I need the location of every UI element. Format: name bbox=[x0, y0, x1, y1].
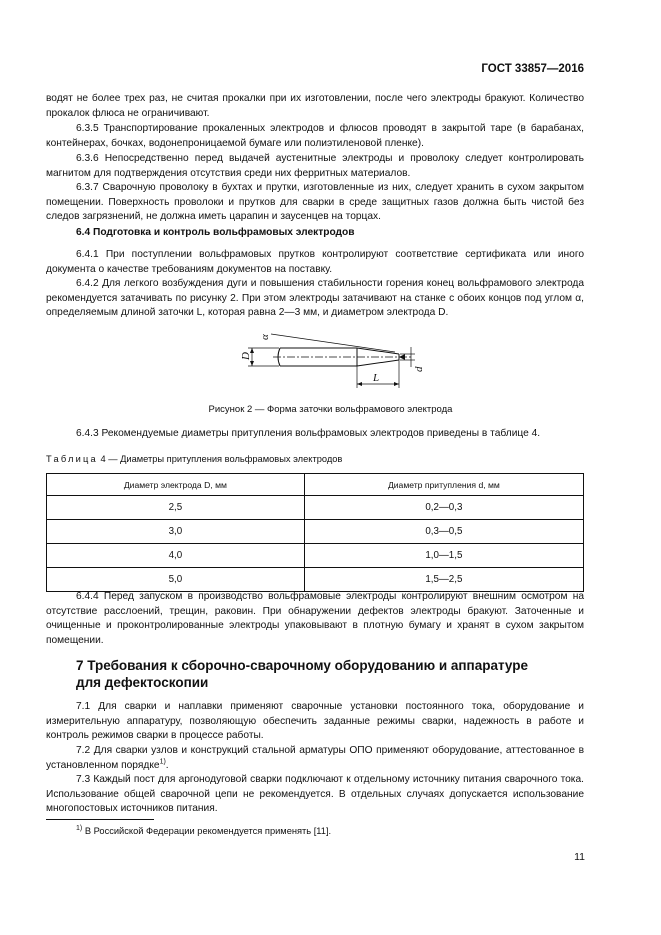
paragraph-7-3: 7.3 Каждый пост для аргонодуговой сварки подключают к отдельному источнику питания сварочного тока. Использование общей сварочной цепи не рекомендуется. В отдельных случаях допускается использование многопостовых источников питания. bbox=[46, 774, 584, 815]
paragraph-6-3-5: 6.3.5 Транспортирование прокаленных электродов и флюсов проводят в закрытой таре (в барабанах, контейнерах, бочках, водонепроницаемой бумаге или полиэтиленовой пленке). bbox=[46, 123, 584, 149]
table-row bbox=[47, 520, 584, 544]
footnote-reference[interactable]: 1) bbox=[159, 758, 166, 766]
paragraph-6-4-3: 6.4.3 Рекомендуемые диаметры притупления вольфрамовых электродов приведены в таблице 4. bbox=[76, 428, 541, 439]
page-number: 11 bbox=[574, 851, 585, 863]
cell-electrode-diameter: 2,5 bbox=[47, 496, 305, 520]
tip-marker bbox=[399, 354, 405, 360]
paragraph-7-1: 7.1 Для сварки и наплавки применяют сварочные установки постоянного тока, оборудование и измерительную аппаратуру, позволяющую обеспечить заданные режимы сварки, надежность в работе и контроль режимов сварки в процессе работы. bbox=[46, 701, 584, 742]
electrode-sharpening-figure bbox=[235, 325, 425, 395]
paragraph-7-2-end: . bbox=[165, 759, 169, 771]
paragraph-7-2-text: 7.2 Для сварки узлов и конструкций стальной арматуры ОПО применяют оборудование, аттестованное в установленном порядке bbox=[46, 745, 584, 771]
table-caption bbox=[46, 454, 342, 464]
cone-bottom-edge bbox=[357, 360, 399, 366]
footnote-separator bbox=[46, 819, 154, 820]
cell-blunt-diameter: 1,0—1,5 bbox=[304, 544, 583, 568]
figure-caption: Рисунок 2 — Форма заточки вольфрамового электрода bbox=[208, 404, 453, 415]
document-code: ГОСТ 33857—2016 bbox=[481, 63, 584, 75]
table-row bbox=[47, 568, 584, 592]
table-row bbox=[47, 544, 584, 568]
header-blunt-diameter: Диаметр притупления d, мм bbox=[304, 474, 583, 496]
section-heading-6-4: 6.4 Подготовка и контроль вольфрамовых электродов bbox=[76, 227, 355, 238]
table-caption-text: 4 — Диаметры притупления вольфрамовых электродов bbox=[97, 454, 343, 464]
cell-electrode-diameter: 5,0 bbox=[47, 568, 305, 592]
table-caption-word: Таблица bbox=[46, 454, 98, 464]
table-header-row bbox=[47, 474, 584, 496]
header-electrode-diameter: Диаметр электрода D, мм bbox=[47, 474, 305, 496]
paragraph-6-4-4: 6.4.4 Перед запуском в производство вольфрамовые электроды контролируют внешним осмотром на отсутствие расслоений, трещин, раковин. При обнаружении дефектов электроды бракуют. Заточенные и очищенные и проконтролированные электроды упаковывают в плотную бумагу и хранят в сухом закрытом помещении. bbox=[46, 591, 584, 646]
arrow-D-bottom bbox=[250, 361, 254, 366]
section-heading-7-line2: для дефектоскопии bbox=[76, 675, 209, 690]
arrow-L-right bbox=[394, 382, 399, 386]
table-row bbox=[47, 496, 584, 520]
section-heading-7-line1: 7 Требования к сборочно-сварочному оборудованию и аппаратуре bbox=[76, 658, 529, 673]
cell-electrode-diameter: 3,0 bbox=[47, 520, 305, 544]
label-L: L bbox=[373, 372, 380, 384]
alpha-angle-line bbox=[271, 334, 395, 352]
tungsten-electrode-table bbox=[46, 473, 584, 592]
paragraph-6-3-7: 6.3.7 Сварочную проволоку в бухтах и прутки, изготовленные из них, следует хранить в сухом закрытом помещении. Поверхность проволоки и прутков для сварки в среде защитных газов должна быть чистой без следов загрязнений, не должна иметь царапин и заусенцев на торцах. bbox=[46, 182, 584, 223]
label-d: d bbox=[413, 366, 425, 372]
cone-top-edge bbox=[357, 348, 399, 354]
paragraph-6-4-1: 6.4.1 При поступлении вольфрамовых прутков контролируют соответствие сертификата или иного документа о качестве требованиям документов на поставку. bbox=[46, 249, 584, 275]
paragraph-7-2 bbox=[46, 744, 584, 773]
arrow-L-left bbox=[357, 382, 362, 386]
paragraph-6-4-2: 6.4.2 Для легкого возбуждения дуги и повышения стабильности горения конец вольфрамового электрода рекомендуется затачивать по рисунку 2. При этом электроды затачивают на станке с обоих концов под углом α, определяемым длиной заточки L, которая равна 2—3 мм, и диаметром электрода D. bbox=[46, 278, 584, 319]
cell-electrode-diameter: 4,0 bbox=[47, 544, 305, 568]
paragraph-6-3-6: 6.3.6 Непосредственно перед выдачей аустенитные электроды и проволоку следует контролировать магнитом для подтверждения отсутствия среди них ферритных материалов. bbox=[46, 153, 584, 179]
section-heading-7 bbox=[76, 657, 528, 691]
paragraph-continuation: водят не более трех раз, не считая прокалки при их изготовлении, после чего электроды бракуют. Количество прокалок флюса не ограничивают. bbox=[46, 93, 584, 119]
cell-blunt-diameter: 1,5—2,5 bbox=[304, 568, 583, 592]
footnote bbox=[76, 826, 331, 836]
footnote-text: В Российской Федерации рекомендуется применять [11]. bbox=[82, 826, 332, 836]
label-D: D bbox=[240, 352, 252, 360]
cell-blunt-diameter: 0,2—0,3 bbox=[304, 496, 583, 520]
footnote-mark: 1) bbox=[76, 824, 83, 832]
cell-blunt-diameter: 0,3—0,5 bbox=[304, 520, 583, 544]
label-alpha: α bbox=[259, 334, 271, 340]
